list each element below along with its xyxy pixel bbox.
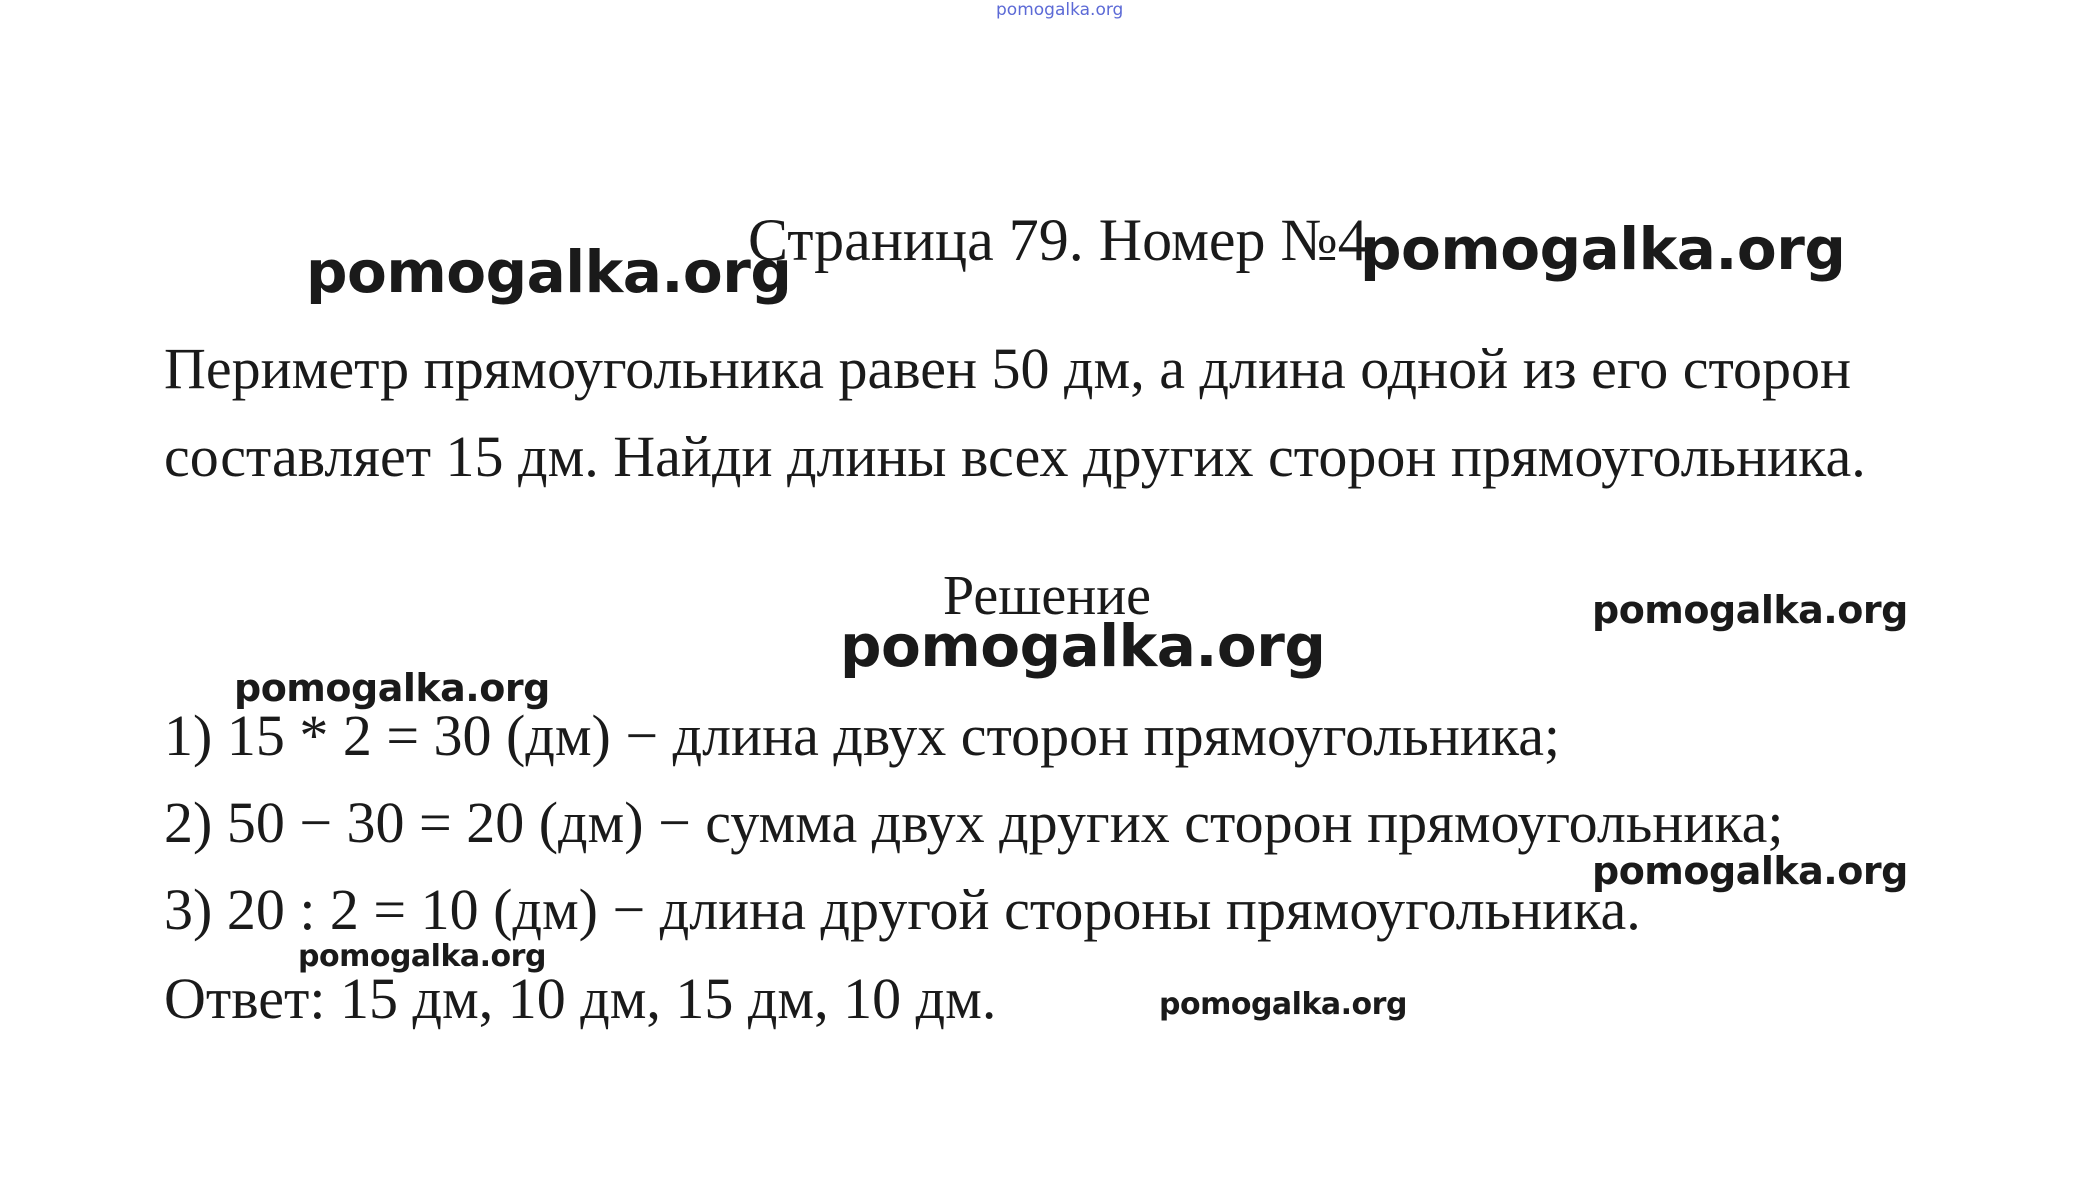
watermark: pomogalka.org [1159,987,1407,1022]
watermark-top: pomogalka.org [996,0,1124,20]
watermark: pomogalka.org [1360,215,1846,283]
solution-step-3: 3) 20 : 2 = 10 (дм) − длина другой стороны прямоугольника. [164,877,1641,942]
solution-step-2: 2) 50 − 30 = 20 (дм) − сумма двух других сторон прямоугольника; [164,790,1784,855]
watermark: pomogalka.org [298,939,546,974]
answer-text: Ответ: 15 дм, 10 дм, 15 дм, 10 дм. [164,966,997,1031]
problem-text-line-1: Периметр прямоугольника равен 50 дм, а длина одной из его сторон [164,336,1852,401]
solution-heading: Решение [943,565,1152,627]
watermark: pomogalka.org [306,238,792,306]
page-title: Страница 79. Номер №4 [748,207,1368,273]
solution-step-1: 1) 15 * 2 = 30 (дм) − длина двух сторон прямоугольника; [164,703,1561,768]
watermark: pomogalka.org [1592,849,1908,893]
watermark: pomogalka.org [840,612,1326,680]
problem-text-line-2: составляет 15 дм. Найди длины всех других сторон прямоугольника. [164,424,1866,489]
watermark: pomogalka.org [1592,588,1908,632]
watermark: pomogalka.org [234,666,550,710]
